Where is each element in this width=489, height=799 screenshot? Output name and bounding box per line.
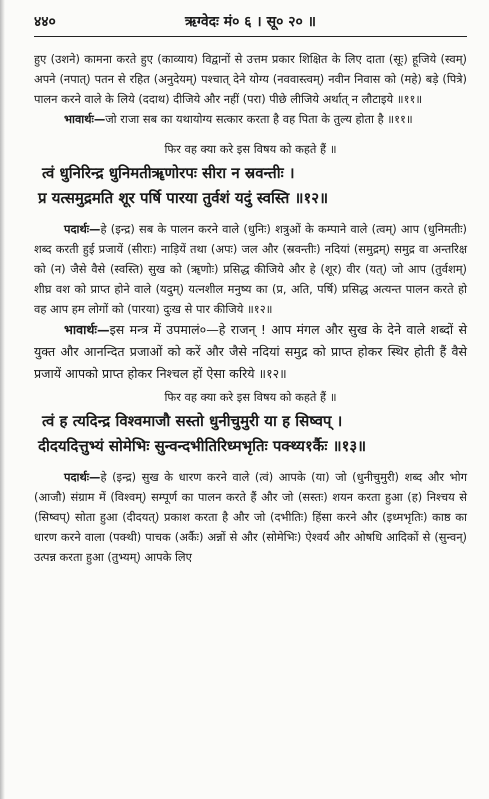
padarth-paragraph <box>34 467 467 567</box>
bhavarth-text: इस मन्त्र में उपमालं०—हे राजन् ! आप मंगल और सुख के देने वाले शब्दों से युक्त और आनन्दित प्रजाओं को करें और जैसे नदियां समुद्र को प्राप्त होकर स्थिर होती हैं वैसे प्रजायें आपको प्राप्त होकर निश्चल हों ऐसा करिये ॥१२॥ <box>34 322 467 381</box>
section-intro: फिर वह क्या करे इस विषय को कहते हैं ॥ <box>164 390 337 404</box>
page-header <box>34 10 467 37</box>
bhavarth-paragraph <box>34 319 467 385</box>
padarth-label: पदार्थः— <box>64 222 101 236</box>
padarth-label: पदार्थः— <box>64 470 101 484</box>
mantra-line: त्वं धुनिरिन्द्र धुनिमतीॠणोरपः सीरा न स्रवन्तीः । <box>42 164 295 182</box>
section-intro: फिर वह क्या करे इस विषय को कहते हैं ॥ <box>164 142 337 156</box>
mantra-line: प्र यत्समुद्रमति शूर पर्षि पारया तुर्वशं यदुं स्वस्ति ॥१२॥ <box>38 189 329 207</box>
padarth-text: हे (इन्द्र) सब के पालन करने वाले (धुनिः) शत्रुओं के कम्पाने वाले (त्वम्) आप (धुनिमतीः) शब्द करती हुई प्रजायें (सीराः) नाड़ियें तथा (अपः) जल और (स्रवन्तीः) नदियां (समुद्रम्) समुद्र वा अन्तरिक्ष को (न) जैसे वैसे (स्वस्ति) सुख को (ॠणोः) प्रसिद्ध कीजिये और हे (शूर) वीर (यत्) जो आप (तुर्वशम्) शीघ्र वश को प्राप्त होने वाले (यदुम्) यत्नशील मनुष्य का (प्र, अति, पर्षि) प्रसिद्ध अत्यन्त पालन करते हो वह आप हम लोगों को (पारया) दुःख से पार कीजिये ॥१२॥ <box>34 222 467 316</box>
running-title: ऋग्वेदः मं० ६ । सू० २० ॥ <box>184 14 317 30</box>
bhavarth-paragraph <box>34 109 467 129</box>
bhavarth-label: भावार्थः— <box>64 112 106 126</box>
mantra-line: दीदयदित्तुभ्यं सोमेभिः सुन्वन्दभीतिरिध्मभृतिः पक्थ्य१र्कैः ॥१३॥ <box>38 437 367 455</box>
mantra-line: त्वं ह त्यदिन्द्र विश्वमाजौ सस्तो धुनीचुमुरी या ह सिष्वप् । <box>42 412 343 430</box>
padarth-text: हे (इन्द्र) सुख के धारण करने वाले (त्वं) आपके (या) जो (धुनीचुमुरी) शब्द और भोग (आजौ) संग्राम में (विश्वम्) सम्पूर्ण का पालन करते हैं और जो (सस्तः) शयन करता हुआ (ह) निश्चय से (सिष्वप्) सोता हुआ (दीदयत्) प्रकाश करता है और जो (दभीतिः) हिंसा करने और (इध्मभृतिः) काष्ठ का धारण करने वाला (पक्थी) पाचक (अर्कैः) अन्नों से और (सोमेभिः) ऐश्वर्य और ओषधि आदिकों से (सुन्वन्) उत्पन्न करता हुआ (तुभ्यम्) आपके लिए <box>34 470 467 564</box>
commentary-paragraph: हुए (उशने) कामना करते हुए (काव्याय) विद्वानों से उत्तम प्रकार शिक्षित के लिए दाता (सूः) हूजिये (स्वम्) अपने (नपात्) पतन से रहित (अनुदेयम्) पश्चात् देने योग्य (नववास्त्वम्) नवीन निवास को (महे) बड़े (पित्रे) पालन करने वाले के लिये (ददाथ) दीजिये और नहीं (परा) पीछे लीजिये अर्थात् न लौटाइये ॥११॥ <box>34 52 467 106</box>
page-number: ४४० <box>34 14 56 30</box>
padarth-paragraph <box>34 219 467 319</box>
bhavarth-label: भावार्थः— <box>64 322 110 337</box>
bhavarth-text: जो राजा सब का यथायोग्य सत्कार करता है वह पिता के तुल्य होता है ॥११॥ <box>105 112 413 126</box>
